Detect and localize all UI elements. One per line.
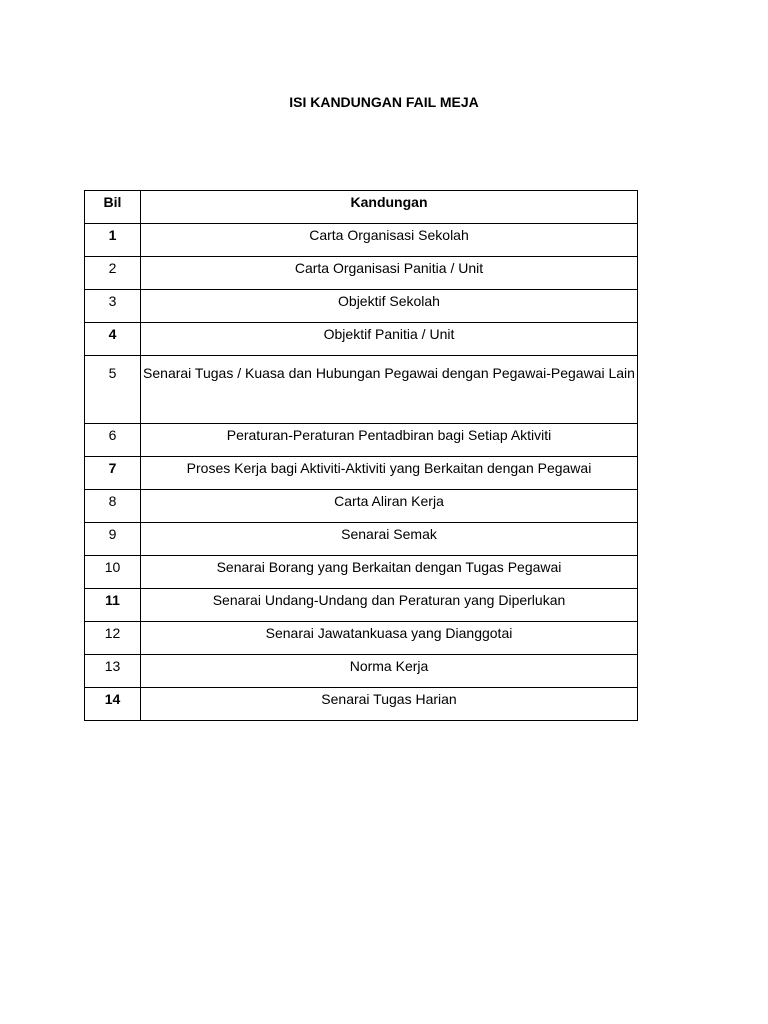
table-row xyxy=(85,323,638,356)
table-row xyxy=(85,224,638,257)
table-row xyxy=(85,589,638,622)
row-bil: 12 xyxy=(85,622,141,655)
table-row xyxy=(85,655,638,688)
row-bil: 10 xyxy=(85,556,141,589)
row-bil: 4 xyxy=(85,323,141,356)
row-kandungan: Carta Organisasi Panitia / Unit xyxy=(141,257,638,290)
header-bil: Bil xyxy=(85,191,141,224)
table-row xyxy=(85,523,638,556)
row-bil: 11 xyxy=(85,589,141,622)
table-row xyxy=(85,490,638,523)
row-bil: 14 xyxy=(85,688,141,721)
row-kandungan: Peraturan-Peraturan Pentadbiran bagi Setiap Aktiviti xyxy=(141,424,638,457)
row-bil: 2 xyxy=(85,257,141,290)
row-kandungan: Objektif Sekolah xyxy=(141,290,638,323)
table-row xyxy=(85,424,638,457)
row-bil: 6 xyxy=(85,424,141,457)
row-bil: 3 xyxy=(85,290,141,323)
row-kandungan: Senarai Tugas / Kuasa dan Hubungan Pegawai dengan Pegawai-Pegawai Lain xyxy=(141,356,638,424)
table-row xyxy=(85,622,638,655)
row-kandungan: Carta Organisasi Sekolah xyxy=(141,224,638,257)
table-row xyxy=(85,688,638,721)
row-kandungan: Senarai Undang-Undang dan Peraturan yang Diperlukan xyxy=(141,589,638,622)
table-row xyxy=(85,457,638,490)
row-kandungan: Senarai Borang yang Berkaitan dengan Tugas Pegawai xyxy=(141,556,638,589)
table-header-row xyxy=(85,191,638,224)
row-kandungan: Norma Kerja xyxy=(141,655,638,688)
row-kandungan: Senarai Semak xyxy=(141,523,638,556)
table-row xyxy=(85,290,638,323)
row-kandungan: Objektif Panitia / Unit xyxy=(141,323,638,356)
row-bil: 1 xyxy=(85,224,141,257)
document-title: ISI KANDUNGAN FAIL MEJA xyxy=(289,94,479,110)
row-bil: 7 xyxy=(85,457,141,490)
row-bil: 8 xyxy=(85,490,141,523)
row-kandungan: Senarai Tugas Harian xyxy=(141,688,638,721)
contents-table xyxy=(84,190,638,721)
table-row xyxy=(85,257,638,290)
row-bil: 9 xyxy=(85,523,141,556)
row-bil: 13 xyxy=(85,655,141,688)
row-kandungan: Proses Kerja bagi Aktiviti-Aktiviti yang Berkaitan dengan Pegawai xyxy=(141,457,638,490)
header-kandungan: Kandungan xyxy=(141,191,638,224)
row-kandungan: Carta Aliran Kerja xyxy=(141,490,638,523)
row-kandungan: Senarai Jawatankuasa yang Dianggotai xyxy=(141,622,638,655)
table-row xyxy=(85,356,638,424)
row-bil: 5 xyxy=(85,356,141,424)
table-row xyxy=(85,556,638,589)
